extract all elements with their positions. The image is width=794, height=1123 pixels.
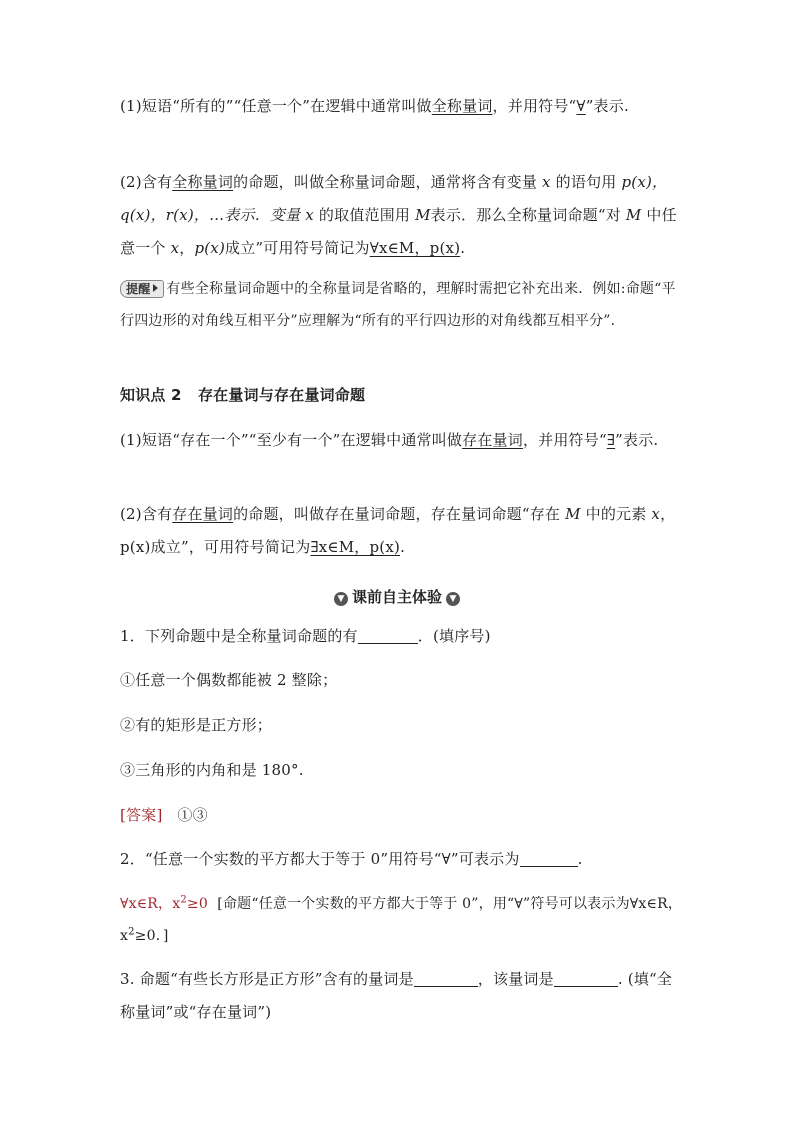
question-1-stem <box>120 620 680 653</box>
term-existential-quantifier: 存在量词 <box>172 505 234 523</box>
superscript: 2 <box>128 926 135 938</box>
text: p(x) <box>194 239 226 257</box>
symbol-exists: ∃ <box>606 431 616 449</box>
text: (2)含有 <box>120 505 173 523</box>
question-2-answer <box>120 888 685 952</box>
text: . (填“全称量词”或“存在量词”) <box>120 970 673 1021</box>
text: 的取值范围用 <box>313 206 416 224</box>
variable: M <box>625 206 642 224</box>
text: ，p(x)成立”，可用符号简记为 <box>120 505 676 556</box>
answer-blank <box>554 968 618 987</box>
symbol-forall: ∀ <box>576 97 586 115</box>
text: 1．下列命题中是全称量词命题的有 <box>120 627 358 645</box>
paragraph-existential-proposition <box>120 498 680 564</box>
text: 的命题，叫做全称量词命题，通常将含有变量 <box>233 173 543 191</box>
variable: x <box>542 173 551 191</box>
text: 的语句用 <box>550 173 622 191</box>
text: 成立”可用符号简记为 <box>225 239 370 257</box>
question-1-answer <box>120 799 680 832</box>
hint-tag: 提醒 <box>120 280 164 298</box>
formula-forall: ∀x∈M，p(x) <box>369 239 461 257</box>
hint-text: 有些全称量词命题中的全称量词是省略的，理解时需把它补充出来．例如:命题“平行四边形的对角线互相平分”应理解为“所有的平行四边形的对角线都互相平分”. <box>120 281 676 329</box>
question-2-stem <box>120 843 680 876</box>
text: (2)含有 <box>120 173 173 191</box>
answer-formula <box>120 896 208 912</box>
question-1-option: ②有的矩形是正方形； <box>120 716 273 734</box>
text: ，并用符号“ <box>492 97 577 115</box>
text: (1)短语“所有的”“任意一个”在逻辑中通常叫做 <box>120 97 432 115</box>
superscript: 2 <box>180 894 187 906</box>
text: ”表示. <box>615 431 659 449</box>
text: (1)短语“存在一个”“至少有一个”在逻辑中通常叫做 <box>120 431 463 449</box>
text: 中任意一个 <box>120 206 677 257</box>
answer-text: ①③ <box>177 806 208 824</box>
variable: x <box>651 505 661 523</box>
knowledge-point-label: 知识点 2 <box>120 386 182 404</box>
text: 中的元素 <box>580 505 652 523</box>
explanation-text: ≥0．] <box>134 928 169 944</box>
answer-blank <box>358 625 418 644</box>
text: ，并用符号“ <box>522 431 607 449</box>
formula-exists: ∃x∈M，p(x) <box>310 538 401 556</box>
text: ， <box>179 239 195 257</box>
explanation-text: [命题“任意一个实数的平方都大于等于 0”，用“∀”符号可以表示为∀x∈R，x <box>120 896 683 944</box>
answer-blank <box>520 848 578 867</box>
section-title-text: 课前自主体验 <box>351 588 442 606</box>
answer-label: [答案] <box>120 806 163 824</box>
text: 表示．那么全称量词命题“对 <box>430 206 626 224</box>
term-universal-quantifier: 全称量词 <box>172 173 234 191</box>
variable: x <box>305 206 314 224</box>
knowledge-point-heading <box>120 379 680 412</box>
text: p(x)，q(x)，r(x)，…表示．变量 <box>120 173 668 224</box>
text: 的命题，叫做存在量词命题，存在量词命题“存在 <box>233 505 566 523</box>
section-title <box>0 586 794 608</box>
question-3-stem <box>120 963 680 1029</box>
text: . <box>577 850 583 868</box>
term-universal-quantifier: 全称量词 <box>431 97 493 115</box>
question-1-option: ③三角形的内角和是 180°. <box>120 761 304 779</box>
text: 3. 命题“有些长方形是正方形”含有的量词是 <box>120 970 414 988</box>
variable: x <box>170 239 180 257</box>
hint-box <box>120 273 680 337</box>
text: ．(填序号) <box>417 627 491 645</box>
variable: M <box>565 505 581 523</box>
term-existential-quantifier: 存在量词 <box>462 431 523 449</box>
question-1-option: ①任意一个偶数都能被 2 整除； <box>120 671 338 689</box>
text: 2．“任意一个实数的平方都大于等于 0”用符号“∀”可表示为 <box>120 850 520 868</box>
chevron-down-icon: ▼ <box>334 592 348 606</box>
text: . <box>460 239 466 257</box>
paragraph-universal-proposition <box>120 166 680 265</box>
knowledge-point-title: 存在量词与存在量词命题 <box>197 386 366 404</box>
text: ≥0 <box>186 896 208 912</box>
text: ，该量词是 <box>477 970 554 988</box>
paragraph-universal-quantifier <box>120 90 680 123</box>
paragraph-existential-quantifier <box>120 424 680 457</box>
chevron-down-icon: ▼ <box>446 592 460 606</box>
text: ”表示. <box>585 97 629 115</box>
text: ∀x∈R，x <box>120 896 181 912</box>
text: . <box>400 538 406 556</box>
answer-blank <box>414 968 478 987</box>
variable: M <box>415 206 431 224</box>
